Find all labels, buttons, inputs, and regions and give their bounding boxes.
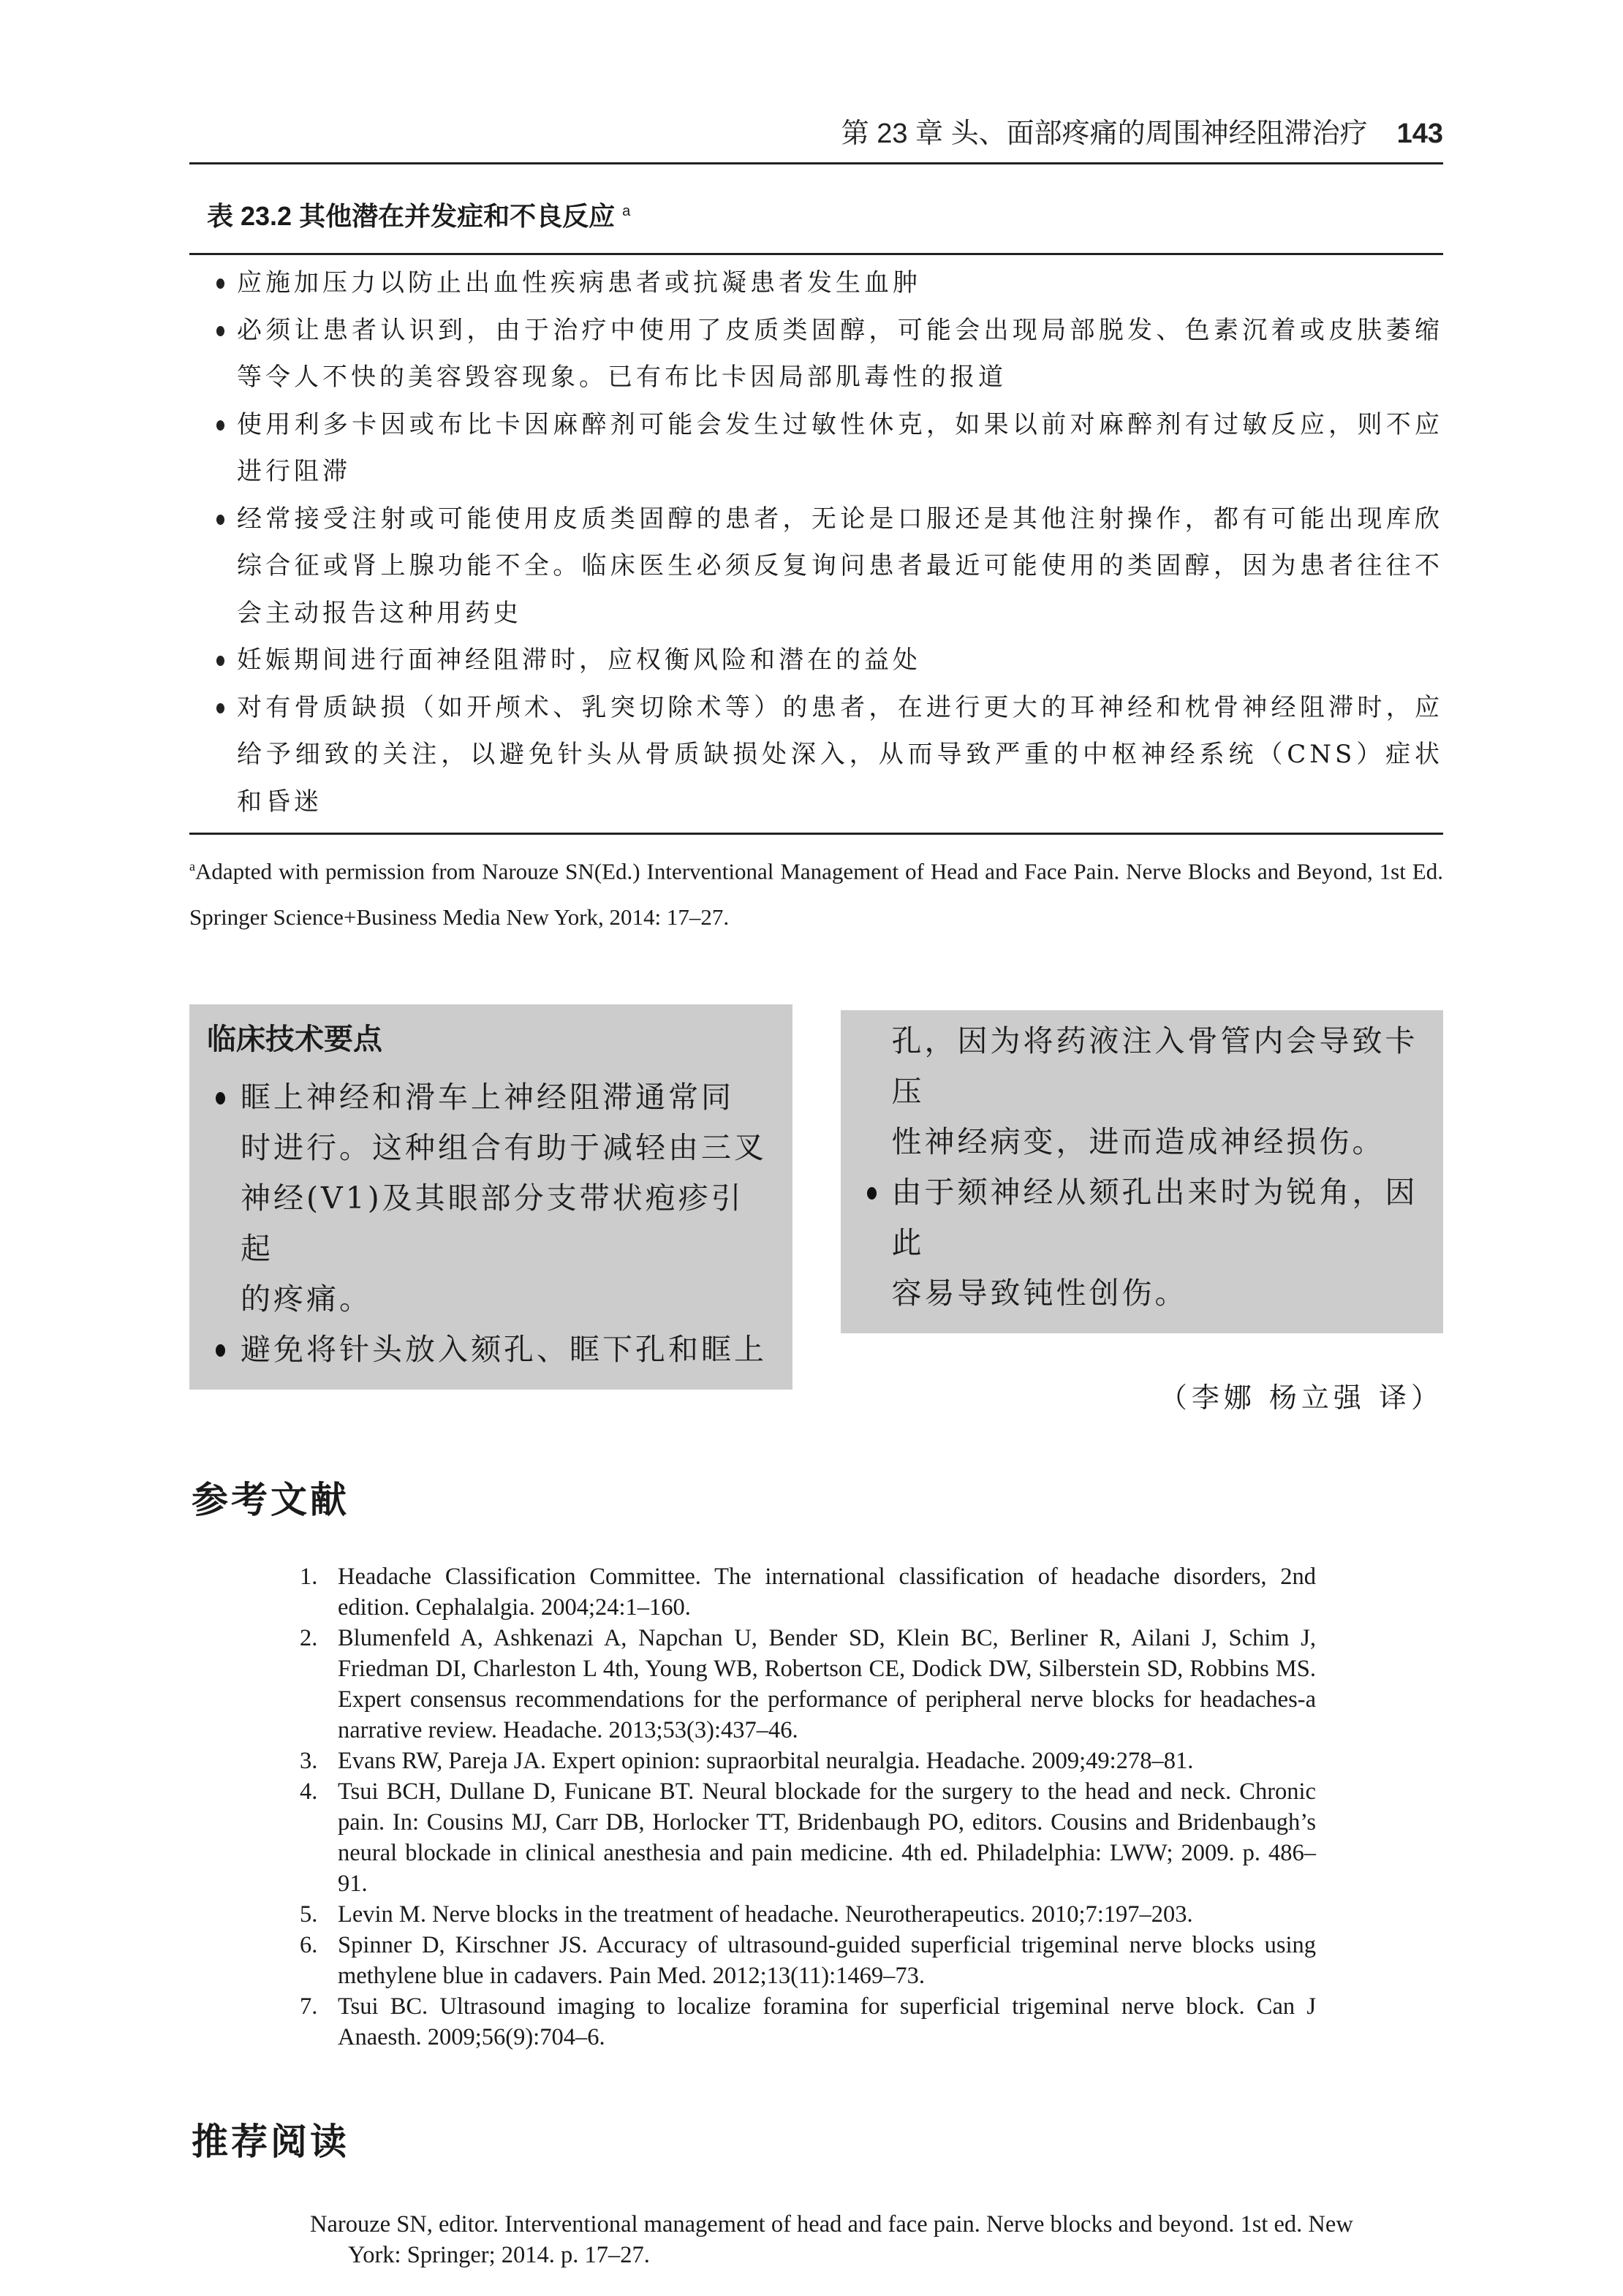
clinical-tips-left-column — [189, 1004, 792, 1390]
footnote-text: Adapted with permission from Narouze SN(Ed.) Interventional Management of Head and Face Pain. Nerve Blocks and Beyond, 1st Ed. Springer Science+Business Media New York, 2014: 17–27. — [189, 858, 1443, 931]
further-reading-heading: 推荐阅读 — [192, 2120, 349, 2164]
tip-line: 由于颏神经从颏孔出来时为锐角，因此 — [857, 1167, 1428, 1268]
references-heading: 参考文献 — [192, 1478, 349, 1522]
reference-text: Spinner D, Kirschner JS. Accuracy of ultrasound-guided superficial trigeminal nerve blocks using methylene blue in cadavers. Pain Med. 2012;13(11):1469–73. — [338, 1932, 1316, 1990]
reference-item — [300, 1991, 1316, 2053]
clinical-tips-box-right — [841, 1010, 1444, 1333]
table-items — [212, 259, 1443, 825]
table-item: 经常接受注射或可能使用皮质类固醇的患者，无论是口服还是其他注射操作，都有可能出现库欣综合征或肾上腺功能不全。临床医生必须反复询问患者最近可能使用的类固醇，因为患者往往不会主动报告这种用药史 — [212, 496, 1443, 637]
reference-text: Blumenfeld A, Ashkenazi A, Napchan U, Bender SD, Klein BC, Berliner R, Ailani J, Schim J, Friedman DI, Charleston L 4th, Young WB, Robertson CE, Dodick DW, Silberstein SD, Robbins MS. Expert consensus recommendations for the performance of peripheral nerve blocks for headaches-a narrative review. Headache. 2013;53(3):437–46. — [338, 1625, 1316, 1744]
reference-number: 7. — [300, 1993, 318, 2020]
reference-text: Headache Classification Committee. The international classification of headache disorders, 2nd edition. Cephalalgia. 2004;24:1–160. — [338, 1564, 1316, 1621]
table-title — [207, 194, 1443, 234]
running-header — [189, 117, 1443, 151]
reference-text: Tsui BC. Ultrasound imaging to localize foramina for superficial trigeminal nerve block. Can J Anaesth. 2009;56(9):704–6. — [338, 1993, 1316, 2051]
clinical-tips-box-left — [189, 1004, 792, 1390]
table-item: 对有骨质缺损（如开颅术、乳突切除术等）的患者，在进行更大的耳神经和枕骨神经阻滞时，应给予细致的关注，以避免针头从骨质缺损处深入，从而导致严重的中枢神经系统（CNS）症状和昏迷 — [212, 684, 1443, 826]
reference-text: Tsui BCH, Dullane D, Funicane BT. Neural blockade for the surgery to the head and neck. Chronic pain. In: Cousins MJ, Carr DB, Horlocker TT, Bridenbaugh PO, editors. Cousins and Bridenbaugh’s neural blockade in clinical anesthesia and pain medicine. 4th ed. Philadelphia: LWW; 2009. p. 486–91. — [338, 1778, 1316, 1898]
table-bottom-rule — [189, 833, 1443, 835]
clinical-tips-left-lines — [205, 1072, 776, 1375]
tip-line: 孔，因为将药液注入骨管内会导致卡压 — [891, 1023, 1418, 1110]
table-item: 使用利多卡因或布比卡因麻醉剂可能会发生过敏性休克，如果以前对麻醉剂有过敏反应，则不应进行阻滞 — [212, 401, 1443, 496]
page-number: 143 — [1396, 118, 1443, 149]
reference-item — [300, 1930, 1316, 1991]
header-rule — [189, 162, 1443, 164]
reference-number: 5. — [300, 1901, 318, 1928]
clinical-tips-right-lines — [857, 1016, 1428, 1319]
reference-number: 3. — [300, 1748, 318, 1775]
tip-line: 神经(V1)及其眼部分支带状疱疹引起 — [241, 1181, 744, 1267]
chapter-title: 第 23 章 头、面部疼痛的周围神经阻滞治疗 — [841, 118, 1368, 149]
table-item: 必须让患者认识到，由于治疗中使用了皮质类固醇，可能会出现局部脱发、色素沉着或皮肤萎缩等令人不快的美容毁容现象。已有布比卡因局部肌毒性的报道 — [212, 307, 1443, 401]
reference-text: Levin M. Nerve blocks in the treatment of headache. Neurotherapeutics. 2010;7:197–203. — [338, 1901, 1193, 1928]
footnote-sup: a — [189, 859, 195, 874]
reference-item — [300, 1561, 1316, 1623]
reference-item — [300, 1623, 1316, 1746]
clinical-tips — [189, 1004, 1443, 1415]
clinical-tips-right-column — [841, 1004, 1444, 1415]
reference-number: 1. — [300, 1564, 318, 1591]
table-item: 应施加压力以防止出血性疾病患者或抗凝患者发生血肿 — [212, 259, 1443, 307]
page — [189, 0, 1443, 2270]
table-title-sup: a — [622, 203, 631, 219]
reference-item — [300, 1776, 1316, 1899]
reference-number: 4. — [300, 1778, 318, 1806]
reference-number: 2. — [300, 1625, 318, 1652]
tip-line: 眶上神经和滑车上神经阻滞通常同 — [205, 1072, 776, 1123]
clinical-tips-heading: 临床技术要点 — [207, 1023, 382, 1056]
tip-line: 时进行。这种组合有助于减轻由三叉 — [241, 1130, 767, 1166]
reference-item — [300, 1746, 1316, 1776]
tip-line: 性神经病变，进而造成神经损伤。 — [891, 1124, 1385, 1160]
reference-list — [300, 1561, 1316, 2053]
tip-line: 避免将针头放入颏孔、眶下孔和眶上 — [205, 1325, 776, 1375]
table-item: 妊娠期间进行面神经阻滞时，应权衡风险和潜在的益处 — [212, 637, 1443, 684]
table-footnote — [189, 844, 1443, 940]
tip-line: 容易导致钝性创伤。 — [891, 1276, 1188, 1311]
reference-text: Evans RW, Pareja JA. Expert opinion: supraorbital neuralgia. Headache. 2009;49:278–81. — [338, 1748, 1194, 1775]
tip-line: 的疼痛。 — [241, 1281, 372, 1317]
table-top-rule — [189, 253, 1443, 255]
translators: （李娜 杨立强 译） — [1159, 1382, 1443, 1414]
table-title-text: 表 23.2 其他潜在并发症和不良反应 — [207, 201, 616, 231]
reference-number: 6. — [300, 1932, 318, 1959]
further-reading-text: Narouze SN, editor. Interventional management of head and face pain. Nerve blocks and beyond. 1st ed. New York: Springer; 2014. p. 17–27. — [310, 2211, 1353, 2269]
reference-item — [300, 1899, 1316, 1930]
